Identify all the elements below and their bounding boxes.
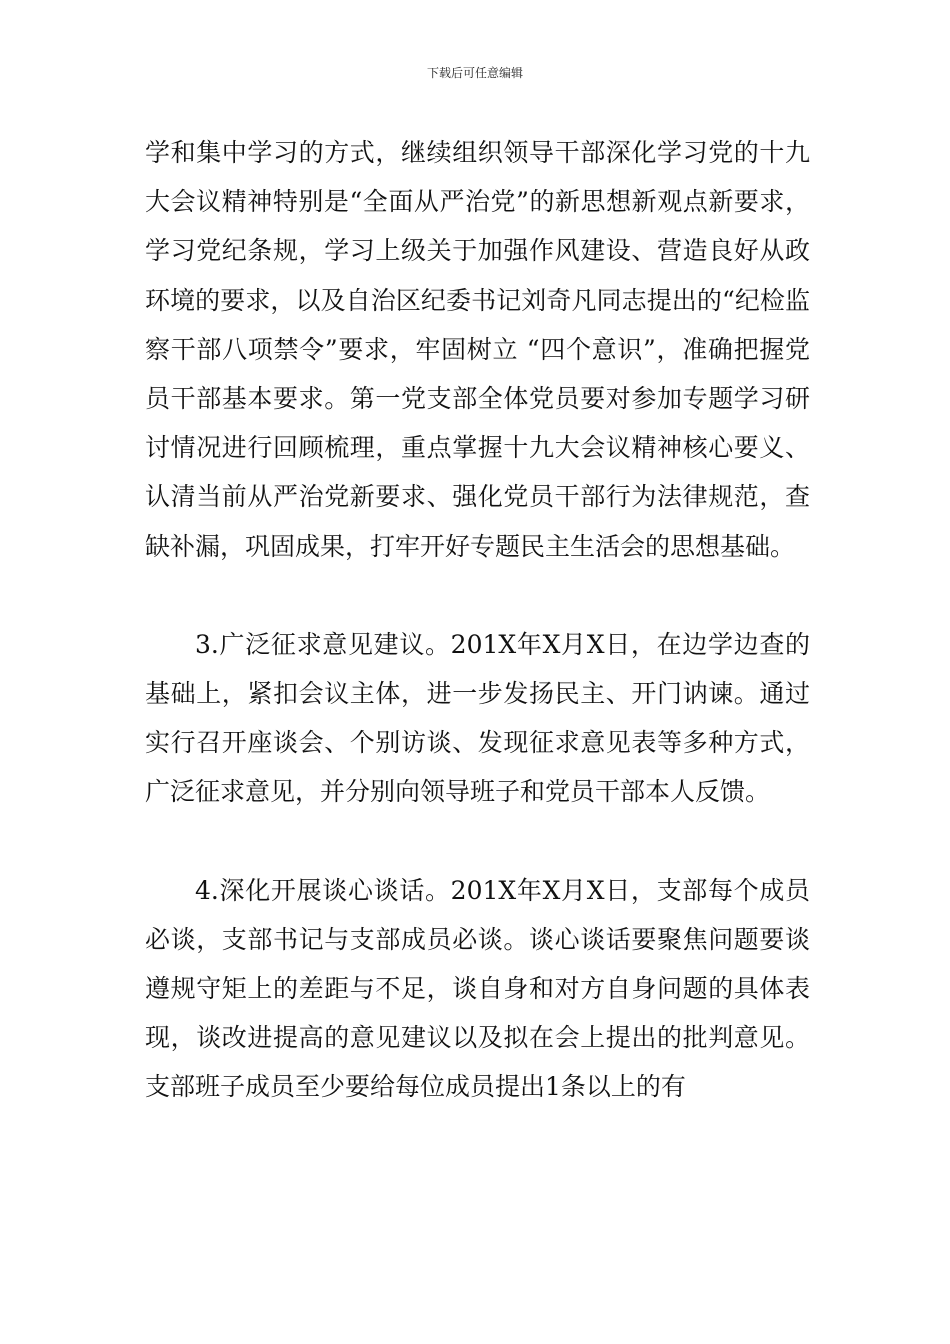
paragraph-heart-to-heart-talks: 4.深化开展谈心谈话。201X年X月X日，支部每个成员必谈，支部书记与支部成员必谈。谈心谈话要聚焦问题要谈遵规守矩上的差距与不足，谈自身和对方自身问题的具体表现，谈改进提高的意见建议以及拟在会上提出的批判意见。支部班子成员至少要给每位成员提出1条以上的有 bbox=[145, 875, 810, 1102]
paragraph-continued-study: 学和集中学习的方式，继续组织领导干部深化学习党的十九大会议精神特别是“全面从严治党”的新思想新观点新要求，学习党纪条规，学习上级关于加强作风建设、营造良好从政环境的要求，以及自治区纪委书记刘奇凡同志提出的“纪检监察干部八项禁令”要求，牢固树立 “四个意识”，准确把握党员干部基本要求。第一党支部全体党员要对参加专题学习研讨情况进行回顾梳理，重点掌握十九大会议精神核心要义、认清当前从严治党新要求、强化党员干部行为法律规范，查缺补漏，巩固成果，打牢开好专题民主生活会的思想基础。 bbox=[145, 138, 810, 561]
paragraph-solicit-opinions: 3.广泛征求意见建议。201X年X月X日，在边学边查的基础上，紧扣会议主体，进一步发扬民主、开门讷谏。通过实行召开座谈会、个别访谈、发现征求意见表等多种方式，广泛征求意见，并分别向领导班子和党员干部本人反馈。 bbox=[145, 629, 810, 807]
document-body bbox=[145, 128, 810, 1112]
page-header: 下载后可任意编辑 bbox=[426, 66, 523, 80]
